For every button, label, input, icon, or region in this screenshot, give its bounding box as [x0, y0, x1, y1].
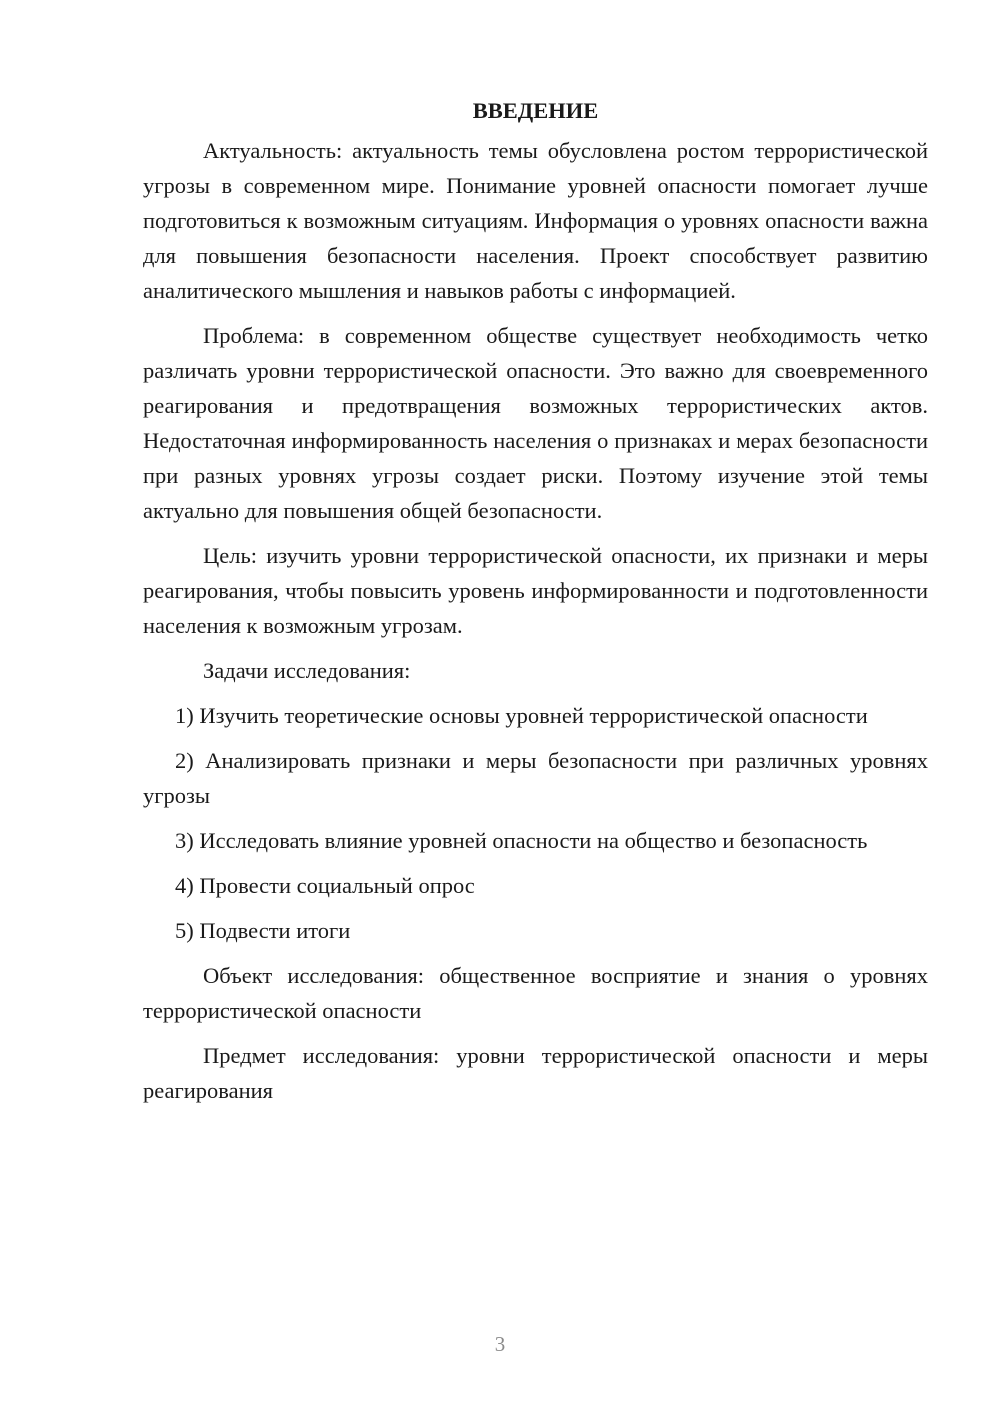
tasks-list — [143, 698, 928, 948]
page-number: 3 — [494, 1332, 506, 1356]
task-item: 3) Исследовать влияние уровней опасности на общество и безопасность — [175, 828, 868, 853]
task-item: 5) Подвести итоги — [175, 918, 351, 943]
tasks-title: Задачи исследования: — [203, 658, 411, 683]
task-item: 4) Провести социальный опрос — [175, 873, 475, 898]
task-item: 2) Анализировать признаки и меры безопасности при различных уровнях угрозы — [143, 748, 928, 808]
relevance-paragraph: Актуальность: актуальность темы обусловлена ростом террористической угрозы в современном мире. Понимание уровней опасности помогает лучше подготовиться к возможным ситуациям. Информация о уровнях опасности важна для повышения безопасности населения. Проект способствует развитию аналитического мышления и навыков работы с информацией. — [143, 138, 928, 303]
problem-paragraph: Проблема: в современном обществе существует необходимость четко различать уровни террористической опасности. Это важно для своевременного реагирования и предотвращения возможных террористических актов. Недостаточная информированность населения о признаках и мерах безопасности при разных уровнях угрозы создает риски. Поэтому изучение этой темы актуально для повышения общей безопасности. — [143, 323, 928, 523]
subject-paragraph: Предмет исследования: уровни террористической опасности и меры реагирования — [143, 1043, 928, 1103]
section-heading: ВВЕДЕНИЕ — [472, 98, 599, 123]
document-page — [143, 92, 928, 1118]
object-paragraph: Объект исследования: общественное восприятие и знания о уровнях террористической опасности — [143, 963, 928, 1023]
goal-paragraph: Цель: изучить уровни террористической опасности, их признаки и меры реагирования, чтобы повысить уровень информированности и подготовленности населения к возможным угрозам. — [143, 543, 928, 638]
task-item: 1) Изучить теоретические основы уровней террористической опасности — [175, 703, 868, 728]
